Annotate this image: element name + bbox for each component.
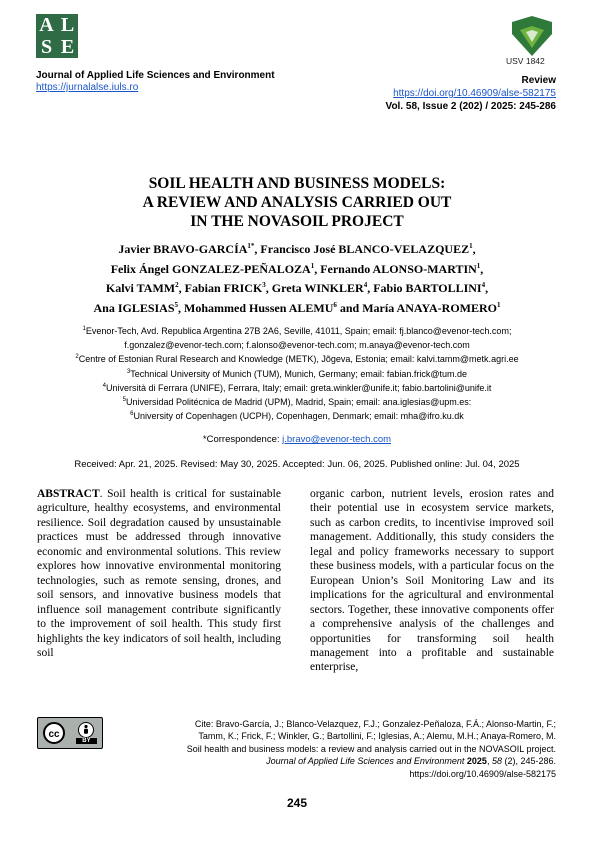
license-badge-label: BY — [76, 738, 96, 744]
title-line: IN THE NOVASOIL PROJECT — [190, 213, 404, 230]
attribution-person-icon — [78, 722, 94, 738]
doi-link[interactable]: https://doi.org/10.46909/alse-582175 — [393, 88, 556, 99]
volume-info: Vol. 58, Issue 2 (202) / 2025: 245-286 — [385, 101, 556, 112]
author-name: Mohammed Hussen ALEMU — [184, 300, 334, 315]
journal-logo — [36, 14, 78, 58]
cc-icon — [43, 722, 65, 744]
citation-doi: https://doi.org/10.46909/alse-582175 — [409, 768, 556, 779]
page-number: 245 — [286, 796, 308, 810]
author-name: Fernando ALONSO-MARTIN — [320, 261, 477, 276]
author-sup: 4 — [481, 281, 486, 290]
author-sep: , — [480, 261, 484, 276]
affiliation-sup: 6 — [130, 411, 134, 418]
author-sup: 6 — [333, 300, 337, 309]
affiliation-text: Evenor-Tech, Avd. Republica Argentina 27B 2A6, Seville, 41011, Spain; email: fj.blanco@evenor-tech.com; — [85, 326, 512, 336]
abstract-text: organic carbon, nutrient levels, erosion rates and their potential use in ecosystem service markets, such as carbon credits, to incentivise improved soil management. Additionally, this study considers the legal and policy frameworks necessary to support these business models, with a particular focus on the European Union’s Soil Monitoring Law and its implications for the agricultural and environmental sectors. Together, these innovative components offer a comprehensive analysis of the challenges and opportunities for transforming soil health management into a profitable and sustainable enterprise, — [310, 488, 554, 674]
affiliation — [0, 408, 594, 422]
correspondence-email-link[interactable]: j.bravo@evenor-tech.com — [282, 434, 392, 445]
author-sup: 4 — [363, 281, 368, 290]
affiliation-sup: 3 — [126, 368, 131, 375]
correspondence-label: *Correspondence: — [202, 434, 283, 445]
author-sep: and — [336, 300, 363, 315]
by-block — [76, 722, 96, 744]
citation-line: Cite: Bravo-García, J.; Blanco-Velazquez, F.J.; Gonzalez-Peñaloza, F.Á.; Alonso-Martin, F.; — [194, 719, 556, 729]
cc-license-badge[interactable] — [37, 717, 103, 749]
author-sep: , — [485, 281, 489, 296]
svg-text:cc: cc — [48, 729, 60, 740]
author-name: Kalvi TAMM — [105, 281, 176, 296]
author-list — [0, 238, 594, 316]
title-line: A REVIEW AND ANALYSIS CARRIED OUT — [142, 194, 452, 211]
abstract-column-1 — [37, 487, 281, 660]
abstract-column-2 — [310, 487, 554, 675]
citation-block — [136, 718, 556, 780]
author-line — [0, 297, 594, 317]
author-sep: , — [472, 242, 476, 256]
citation-line: Tamm, K.; Frick, F.; Winkler, G.; Bartollini, F.; Iglesias, A.; Alemu, M.H.; Anaya-Romero, M. — [198, 731, 556, 742]
affiliation-sup: 1 — [82, 326, 86, 332]
affiliations — [0, 323, 594, 422]
affiliation-text: Università di Ferrara (UNIFE), Ferrara, Italy; email: greta.winkler@unife.it; fabio.bartolini@unife.it — [105, 382, 492, 393]
affiliation — [0, 366, 594, 380]
usv-logo-icon — [508, 16, 556, 58]
author-line — [0, 277, 594, 297]
article-type: Review — [521, 75, 556, 86]
author-name: Fabio BARTOLLINI — [373, 281, 482, 296]
author-sep: , — [254, 242, 261, 256]
abstract-heading: ABSTRACT — [37, 488, 100, 500]
author-line — [0, 238, 594, 258]
correspondence — [0, 434, 594, 445]
author-sep: , — [178, 300, 185, 315]
affiliation-sup: 5 — [122, 397, 127, 404]
affiliation-text: Universidad Politécnica de Madrid (UPM), Madrid, Spain; email: ana.iglesias@upm.es: — [126, 397, 472, 408]
author-sup: 3 — [262, 281, 266, 290]
affiliation-text: University of Copenhagen (UCPH), Copenhagen, Denmark; email: mha@ifro.ku.dk — [133, 411, 464, 422]
affiliation — [0, 337, 594, 351]
author-name: Felix Ángel GONZALEZ-PEÑALOZA — [110, 261, 311, 276]
abstract-text: . Soil health is critical for sustainable agriculture, healthy ecosystems, and environmental resilience. Soil degradation caused by unsustainable practices must be addressed through innovative economic and environmental solutions. This review explores how innovative environmental monitoring technologies, such as remote sensing, drones, and soil sensors, and innovative business models that influence soil management contribute significantly to the improvement of soil health. This study first highlights the key indicators of soil health, including soil — [37, 488, 281, 659]
author-sup: 1 — [476, 261, 481, 270]
journal-name: Journal of Applied Life Sciences and Environment — [36, 70, 275, 81]
author-sep: , — [178, 281, 185, 296]
affiliation — [0, 323, 594, 337]
citation-pages: (2), 245-286. — [501, 756, 556, 767]
author-name: María ANAYA-ROMERO — [362, 300, 498, 315]
author-sup: 5 — [174, 300, 179, 309]
citation-year: 2025 — [466, 756, 487, 767]
citation-line: Journal of Applied Life Sciences and Environment 2025, 58 (2), 245-286. — [266, 756, 556, 767]
citation-line: Soil health and business models: a review and analysis carried out in the NOVASOIL project. — [186, 743, 556, 754]
title-line: SOIL HEALTH AND BUSINESS MODELS: — [148, 175, 446, 192]
author-sep: , — [314, 261, 321, 276]
affiliation-sup: 4 — [102, 382, 106, 389]
author-name: Greta WINKLER — [271, 281, 364, 296]
logo-letter: L — [60, 14, 75, 36]
author-name: Javier BRAVO-GARCÍA — [118, 242, 248, 256]
affiliation-text: f.gonzalez@evenor-tech.com; f.alonso@evenor-tech.com; m.anaya@evenor-tech.com — [124, 340, 470, 351]
affiliation-sup: 2 — [75, 354, 79, 361]
author-sep: , — [367, 281, 374, 296]
affiliation-text: Technical University of Munich (TUM), Munich, Germany; email: fabian.frick@tum.de — [130, 368, 468, 379]
citation-journal: Journal of Applied Life Sciences and Environment — [266, 756, 465, 767]
logo-letter: E — [60, 36, 75, 58]
author-name: Fabian FRICK — [184, 281, 263, 296]
affiliation — [0, 394, 594, 408]
author-sup: 1 — [497, 300, 501, 309]
author-sup: 2 — [175, 281, 179, 290]
affiliation — [0, 380, 594, 394]
logo-letter: S — [40, 36, 53, 58]
publication-dates: Received: Apr. 21, 2025. Revised: May 30, 2025. Accepted: Jun. 06, 2025. Published online: Jul. 04, 2025 — [74, 459, 520, 470]
author-name: Francisco José BLANCO-VELAZQUEZ — [260, 242, 470, 256]
journal-url-link[interactable]: https://jurnalalse.iuls.ro — [36, 82, 139, 93]
author-sup: 1 — [310, 261, 315, 270]
author-sep: , — [265, 281, 272, 296]
citation-volume: 58 — [491, 756, 502, 767]
author-sup: 1 — [469, 242, 473, 250]
affiliation-text: Centre of Estonian Rural Research and Knowledge (METK), Jõgeva, Estonia; email: kalvi.tamm@metk.agri.ee — [78, 354, 519, 365]
partner-logo-label: USV 1842 — [506, 56, 545, 66]
author-line — [0, 258, 594, 278]
paper-title — [0, 174, 594, 231]
affiliation — [0, 351, 594, 365]
logo-letter: A — [39, 14, 54, 36]
author-sup: 1* — [247, 242, 255, 250]
author-name: Ana IGLESIAS — [93, 300, 175, 315]
